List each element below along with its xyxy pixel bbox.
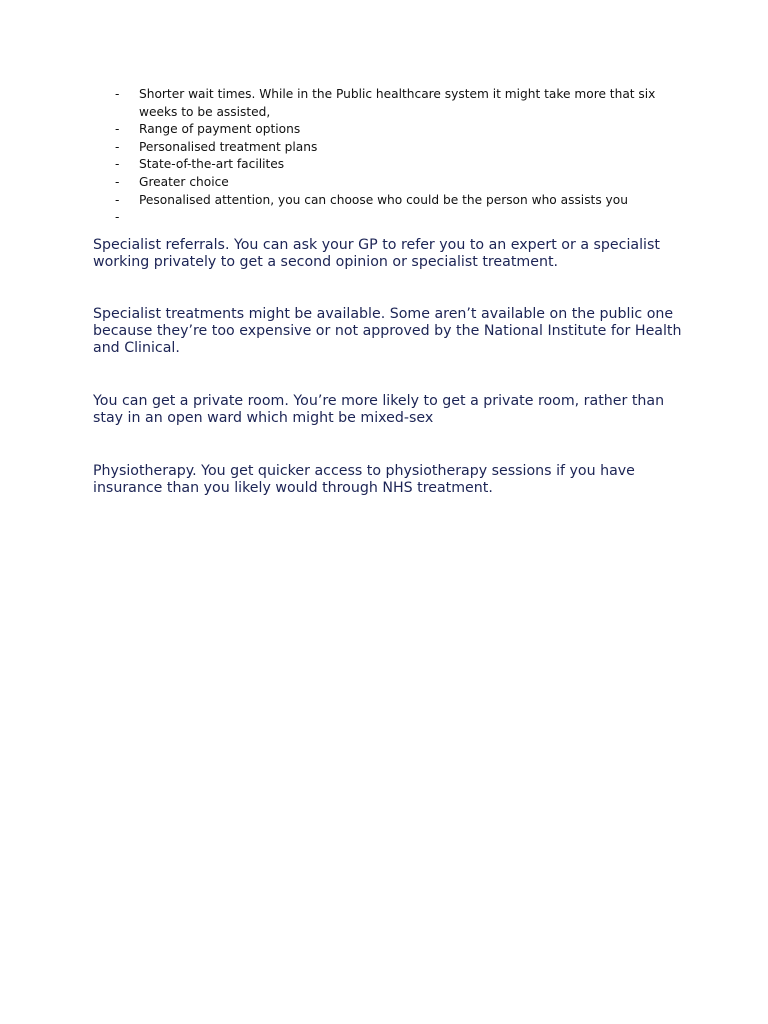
list-item-text: Range of payment options [139,122,301,137]
bullet-marker: - [115,139,120,154]
list-item-text: Shorter wait times. While in the Public healthcare system it might take more that six weeks to be assisted, [139,87,656,119]
bullet-marker: - [115,87,120,101]
list-item [112,174,672,192]
list-item [112,121,672,139]
list-item-text: Greater choice [139,174,229,189]
bullet-marker: - [115,174,120,189]
bullet-marker: - [115,122,120,137]
paragraph-specialist-referrals: Specialist referrals. You can ask your GP to refer you to an expert or a specialist working privately to get a second opinion or specialist treatment. [93,237,660,270]
list-item-text: State-of-the-art facilites [139,157,285,172]
list-item-text: Personalised treatment plans [139,139,318,154]
list-item [112,156,672,174]
list-item [112,209,672,227]
list-item [112,192,672,210]
paragraph-physiotherapy: Physiotherapy. You get quicker access to physiotherapy sessions if you have insurance than you likely would through NHS treatment. [93,463,635,496]
bullet-marker: - [115,210,120,225]
bullet-marker: - [115,192,120,207]
list-item [112,139,672,157]
paragraph-private-room: You can get a private room. You’re more likely to get a private room, rather than stay in an open ward which might be mixed-sex [93,393,665,426]
paragraph-specialist-treatments: Specialist treatments might be available. Some aren’t available on the public one because they’re too expensive or not approved by the National Institute for Health and Clinical. [93,306,682,356]
list-item-text: Pesonalised attention, you can choose who could be the person who assists you [139,192,628,207]
benefits-bullet-list [112,86,672,227]
bullet-marker: - [115,157,120,172]
list-item [112,86,672,121]
